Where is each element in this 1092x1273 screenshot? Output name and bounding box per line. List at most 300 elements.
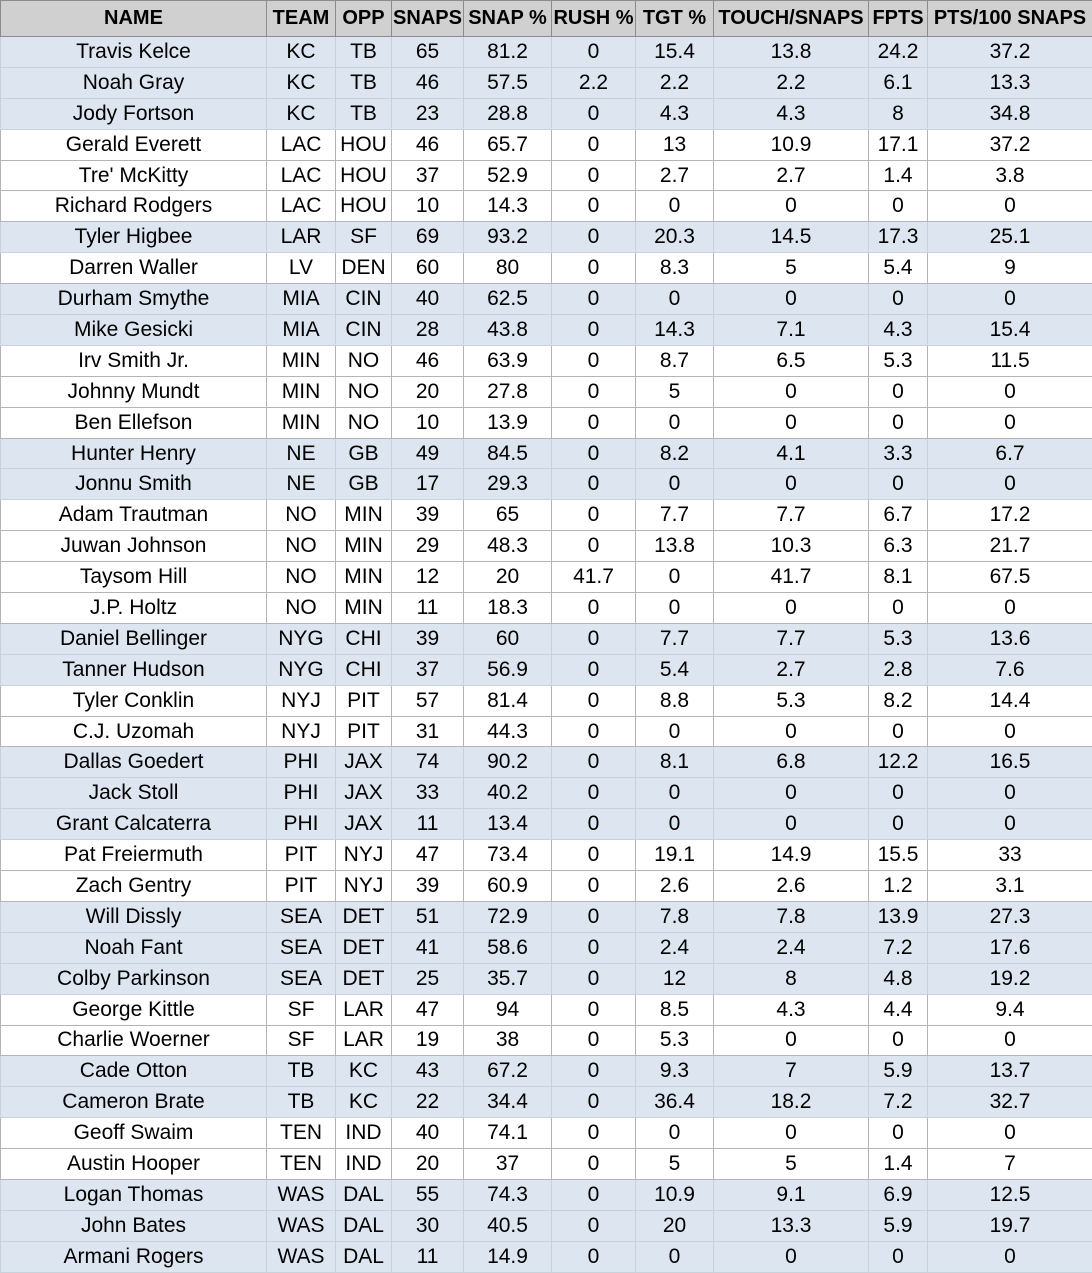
cell-opp[interactable]: SF — [336, 222, 392, 253]
cell-snap-pct[interactable]: 73.4 — [464, 840, 552, 871]
cell-opp[interactable]: DET — [336, 901, 392, 932]
cell-snaps[interactable]: 37 — [392, 160, 464, 191]
cell-pts-per-100[interactable]: 13.7 — [928, 1056, 1092, 1087]
cell-name[interactable]: Noah Fant — [1, 932, 267, 963]
cell-snap-pct[interactable]: 40.2 — [464, 778, 552, 809]
cell-fpts[interactable]: 0 — [869, 778, 928, 809]
cell-opp[interactable]: IND — [336, 1149, 392, 1180]
cell-fpts[interactable]: 17.1 — [869, 129, 928, 160]
cell-rush-pct[interactable]: 0 — [552, 840, 636, 871]
cell-opp[interactable]: CIN — [336, 284, 392, 315]
cell-team[interactable]: LAC — [267, 191, 336, 222]
cell-fpts[interactable]: 7.2 — [869, 1087, 928, 1118]
cell-name[interactable]: John Bates — [1, 1210, 267, 1241]
cell-rush-pct[interactable]: 0 — [552, 469, 636, 500]
cell-snap-pct[interactable]: 48.3 — [464, 531, 552, 562]
cell-pts-per-100[interactable]: 11.5 — [928, 345, 1092, 376]
cell-snap-pct[interactable]: 74.1 — [464, 1118, 552, 1149]
cell-snap-pct[interactable]: 37 — [464, 1149, 552, 1180]
cell-snaps[interactable]: 11 — [392, 593, 464, 624]
cell-touch-snaps[interactable]: 0 — [714, 1241, 869, 1272]
cell-pts-per-100[interactable]: 0 — [928, 407, 1092, 438]
cell-name[interactable]: Juwan Johnson — [1, 531, 267, 562]
cell-snaps[interactable]: 29 — [392, 531, 464, 562]
cell-name[interactable]: Richard Rodgers — [1, 191, 267, 222]
cell-snap-pct[interactable]: 60 — [464, 623, 552, 654]
cell-team[interactable]: KC — [267, 37, 336, 68]
cell-snaps[interactable]: 40 — [392, 284, 464, 315]
cell-tgt-pct[interactable]: 0 — [636, 191, 714, 222]
cell-pts-per-100[interactable]: 9.4 — [928, 994, 1092, 1025]
cell-snaps[interactable]: 49 — [392, 438, 464, 469]
cell-name[interactable]: Zach Gentry — [1, 871, 267, 902]
cell-tgt-pct[interactable]: 2.4 — [636, 932, 714, 963]
cell-snaps[interactable]: 47 — [392, 994, 464, 1025]
cell-name[interactable]: Gerald Everett — [1, 129, 267, 160]
cell-rush-pct[interactable]: 0 — [552, 1179, 636, 1210]
cell-touch-snaps[interactable]: 14.5 — [714, 222, 869, 253]
cell-touch-snaps[interactable]: 0 — [714, 284, 869, 315]
column-header-name[interactable]: NAME — [1, 1, 267, 37]
cell-opp[interactable]: NO — [336, 345, 392, 376]
cell-touch-snaps[interactable]: 0 — [714, 191, 869, 222]
cell-touch-snaps[interactable]: 7 — [714, 1056, 869, 1087]
cell-rush-pct[interactable]: 0 — [552, 901, 636, 932]
cell-pts-per-100[interactable]: 21.7 — [928, 531, 1092, 562]
cell-rush-pct[interactable]: 0 — [552, 315, 636, 346]
cell-name[interactable]: Tyler Higbee — [1, 222, 267, 253]
cell-snaps[interactable]: 39 — [392, 871, 464, 902]
cell-tgt-pct[interactable]: 36.4 — [636, 1087, 714, 1118]
cell-tgt-pct[interactable]: 12 — [636, 963, 714, 994]
cell-team[interactable]: LAC — [267, 129, 336, 160]
cell-fpts[interactable]: 1.2 — [869, 871, 928, 902]
cell-tgt-pct[interactable]: 2.2 — [636, 67, 714, 98]
cell-pts-per-100[interactable]: 0 — [928, 716, 1092, 747]
cell-opp[interactable]: DET — [336, 963, 392, 994]
cell-touch-snaps[interactable]: 7.7 — [714, 623, 869, 654]
cell-team[interactable]: NO — [267, 500, 336, 531]
cell-fpts[interactable]: 0 — [869, 593, 928, 624]
cell-fpts[interactable]: 12.2 — [869, 747, 928, 778]
cell-touch-snaps[interactable]: 0 — [714, 1025, 869, 1056]
cell-tgt-pct[interactable]: 5.4 — [636, 654, 714, 685]
cell-pts-per-100[interactable]: 0 — [928, 191, 1092, 222]
cell-name[interactable]: Cade Otton — [1, 1056, 267, 1087]
cell-pts-per-100[interactable]: 0 — [928, 593, 1092, 624]
cell-snap-pct[interactable]: 65.7 — [464, 129, 552, 160]
cell-fpts[interactable]: 4.4 — [869, 994, 928, 1025]
cell-rush-pct[interactable]: 0 — [552, 1118, 636, 1149]
cell-tgt-pct[interactable]: 7.7 — [636, 623, 714, 654]
cell-touch-snaps[interactable]: 7.1 — [714, 315, 869, 346]
cell-snaps[interactable]: 10 — [392, 191, 464, 222]
cell-tgt-pct[interactable]: 5 — [636, 376, 714, 407]
cell-fpts[interactable]: 8 — [869, 98, 928, 129]
cell-snaps[interactable]: 43 — [392, 1056, 464, 1087]
cell-pts-per-100[interactable]: 27.3 — [928, 901, 1092, 932]
cell-rush-pct[interactable]: 0 — [552, 160, 636, 191]
column-header-touch-snaps[interactable]: TOUCH/SNAPS — [714, 1, 869, 37]
cell-opp[interactable]: DAL — [336, 1179, 392, 1210]
cell-team[interactable]: NO — [267, 531, 336, 562]
cell-snaps[interactable]: 12 — [392, 562, 464, 593]
cell-snap-pct[interactable]: 81.4 — [464, 685, 552, 716]
cell-touch-snaps[interactable]: 0 — [714, 469, 869, 500]
cell-pts-per-100[interactable]: 13.6 — [928, 623, 1092, 654]
cell-team[interactable]: TEN — [267, 1118, 336, 1149]
cell-pts-per-100[interactable]: 0 — [928, 1241, 1092, 1272]
cell-fpts[interactable]: 17.3 — [869, 222, 928, 253]
cell-rush-pct[interactable]: 0 — [552, 1025, 636, 1056]
cell-touch-snaps[interactable]: 8 — [714, 963, 869, 994]
cell-pts-per-100[interactable]: 37.2 — [928, 129, 1092, 160]
cell-pts-per-100[interactable]: 17.2 — [928, 500, 1092, 531]
cell-tgt-pct[interactable]: 8.1 — [636, 747, 714, 778]
cell-touch-snaps[interactable]: 7.8 — [714, 901, 869, 932]
cell-touch-snaps[interactable]: 10.3 — [714, 531, 869, 562]
cell-snaps[interactable]: 17 — [392, 469, 464, 500]
cell-name[interactable]: Hunter Henry — [1, 438, 267, 469]
cell-opp[interactable]: DAL — [336, 1210, 392, 1241]
cell-opp[interactable]: PIT — [336, 685, 392, 716]
cell-name[interactable]: Jody Fortson — [1, 98, 267, 129]
cell-tgt-pct[interactable]: 20.3 — [636, 222, 714, 253]
cell-snap-pct[interactable]: 81.2 — [464, 37, 552, 68]
cell-tgt-pct[interactable]: 0 — [636, 778, 714, 809]
cell-fpts[interactable]: 0 — [869, 1118, 928, 1149]
cell-fpts[interactable]: 5.4 — [869, 253, 928, 284]
cell-opp[interactable]: NYJ — [336, 840, 392, 871]
cell-snaps[interactable]: 46 — [392, 67, 464, 98]
cell-fpts[interactable]: 0 — [869, 284, 928, 315]
cell-tgt-pct[interactable]: 2.7 — [636, 160, 714, 191]
cell-team[interactable]: KC — [267, 67, 336, 98]
cell-team[interactable]: TB — [267, 1056, 336, 1087]
cell-pts-per-100[interactable]: 0 — [928, 1118, 1092, 1149]
cell-snap-pct[interactable]: 63.9 — [464, 345, 552, 376]
cell-opp[interactable]: CIN — [336, 315, 392, 346]
cell-pts-per-100[interactable]: 25.1 — [928, 222, 1092, 253]
column-header-snap-pct[interactable]: SNAP % — [464, 1, 552, 37]
cell-name[interactable]: Ben Ellefson — [1, 407, 267, 438]
cell-team[interactable]: PIT — [267, 840, 336, 871]
cell-team[interactable]: PIT — [267, 871, 336, 902]
cell-opp[interactable]: MIN — [336, 500, 392, 531]
column-header-team[interactable]: TEAM — [267, 1, 336, 37]
cell-rush-pct[interactable]: 0 — [552, 1241, 636, 1272]
cell-tgt-pct[interactable]: 20 — [636, 1210, 714, 1241]
cell-tgt-pct[interactable]: 0 — [636, 284, 714, 315]
cell-name[interactable]: Tanner Hudson — [1, 654, 267, 685]
cell-fpts[interactable]: 6.3 — [869, 531, 928, 562]
cell-name[interactable]: Jack Stoll — [1, 778, 267, 809]
cell-snaps[interactable]: 19 — [392, 1025, 464, 1056]
cell-snap-pct[interactable]: 35.7 — [464, 963, 552, 994]
cell-snap-pct[interactable]: 13.9 — [464, 407, 552, 438]
cell-pts-per-100[interactable]: 15.4 — [928, 315, 1092, 346]
cell-name[interactable]: Johnny Mundt — [1, 376, 267, 407]
cell-snap-pct[interactable]: 80 — [464, 253, 552, 284]
cell-touch-snaps[interactable]: 6.5 — [714, 345, 869, 376]
cell-opp[interactable]: PIT — [336, 716, 392, 747]
cell-snaps[interactable]: 39 — [392, 500, 464, 531]
cell-team[interactable]: LV — [267, 253, 336, 284]
cell-name[interactable]: Durham Smythe — [1, 284, 267, 315]
cell-snaps[interactable]: 60 — [392, 253, 464, 284]
cell-opp[interactable]: DAL — [336, 1241, 392, 1272]
cell-snap-pct[interactable]: 60.9 — [464, 871, 552, 902]
cell-team[interactable]: SEA — [267, 963, 336, 994]
cell-snap-pct[interactable]: 94 — [464, 994, 552, 1025]
cell-pts-per-100[interactable]: 7 — [928, 1149, 1092, 1180]
cell-rush-pct[interactable]: 0 — [552, 1210, 636, 1241]
cell-rush-pct[interactable]: 0 — [552, 191, 636, 222]
cell-rush-pct[interactable]: 0 — [552, 98, 636, 129]
cell-snap-pct[interactable]: 38 — [464, 1025, 552, 1056]
cell-tgt-pct[interactable]: 8.3 — [636, 253, 714, 284]
cell-touch-snaps[interactable]: 5 — [714, 1149, 869, 1180]
cell-name[interactable]: Armani Rogers — [1, 1241, 267, 1272]
cell-snap-pct[interactable]: 43.8 — [464, 315, 552, 346]
cell-rush-pct[interactable]: 0 — [552, 345, 636, 376]
cell-snaps[interactable]: 41 — [392, 932, 464, 963]
cell-team[interactable]: NYG — [267, 654, 336, 685]
cell-fpts[interactable]: 7.2 — [869, 932, 928, 963]
cell-snaps[interactable]: 40 — [392, 1118, 464, 1149]
cell-tgt-pct[interactable]: 13.8 — [636, 531, 714, 562]
cell-rush-pct[interactable]: 0 — [552, 284, 636, 315]
cell-team[interactable]: MIN — [267, 376, 336, 407]
cell-fpts[interactable]: 6.9 — [869, 1179, 928, 1210]
cell-touch-snaps[interactable]: 0 — [714, 376, 869, 407]
cell-team[interactable]: PHI — [267, 809, 336, 840]
cell-snaps[interactable]: 47 — [392, 840, 464, 871]
cell-fpts[interactable]: 0 — [869, 191, 928, 222]
cell-team[interactable]: NO — [267, 593, 336, 624]
cell-opp[interactable]: MIN — [336, 562, 392, 593]
cell-snaps[interactable]: 23 — [392, 98, 464, 129]
cell-pts-per-100[interactable]: 12.5 — [928, 1179, 1092, 1210]
cell-team[interactable]: PHI — [267, 747, 336, 778]
cell-tgt-pct[interactable]: 5.3 — [636, 1025, 714, 1056]
cell-tgt-pct[interactable]: 8.8 — [636, 685, 714, 716]
cell-fpts[interactable]: 5.9 — [869, 1210, 928, 1241]
cell-snap-pct[interactable]: 20 — [464, 562, 552, 593]
cell-pts-per-100[interactable]: 19.7 — [928, 1210, 1092, 1241]
cell-snaps[interactable]: 51 — [392, 901, 464, 932]
cell-touch-snaps[interactable]: 10.9 — [714, 129, 869, 160]
cell-opp[interactable]: NO — [336, 407, 392, 438]
cell-opp[interactable]: IND — [336, 1118, 392, 1149]
cell-touch-snaps[interactable]: 5.3 — [714, 685, 869, 716]
cell-snap-pct[interactable]: 93.2 — [464, 222, 552, 253]
cell-name[interactable]: Irv Smith Jr. — [1, 345, 267, 376]
cell-fpts[interactable]: 0 — [869, 469, 928, 500]
cell-snap-pct[interactable]: 56.9 — [464, 654, 552, 685]
column-header-pts-per-100[interactable]: PTS/100 SNAPS — [928, 1, 1092, 37]
cell-snap-pct[interactable]: 72.9 — [464, 901, 552, 932]
cell-touch-snaps[interactable]: 4.3 — [714, 994, 869, 1025]
cell-name[interactable]: Adam Trautman — [1, 500, 267, 531]
cell-rush-pct[interactable]: 0 — [552, 809, 636, 840]
cell-team[interactable]: WAS — [267, 1210, 336, 1241]
cell-rush-pct[interactable]: 0 — [552, 778, 636, 809]
cell-team[interactable]: WAS — [267, 1241, 336, 1272]
cell-pts-per-100[interactable]: 3.8 — [928, 160, 1092, 191]
cell-team[interactable]: NE — [267, 438, 336, 469]
cell-fpts[interactable]: 13.9 — [869, 901, 928, 932]
column-header-rush-pct[interactable]: RUSH % — [552, 1, 636, 37]
cell-opp[interactable]: JAX — [336, 809, 392, 840]
cell-rush-pct[interactable]: 0 — [552, 747, 636, 778]
cell-name[interactable]: George Kittle — [1, 994, 267, 1025]
cell-team[interactable]: NYJ — [267, 685, 336, 716]
cell-snap-pct[interactable]: 14.3 — [464, 191, 552, 222]
cell-tgt-pct[interactable]: 0 — [636, 562, 714, 593]
cell-snaps[interactable]: 55 — [392, 1179, 464, 1210]
cell-rush-pct[interactable]: 0 — [552, 1087, 636, 1118]
cell-pts-per-100[interactable]: 0 — [928, 284, 1092, 315]
cell-rush-pct[interactable]: 0 — [552, 994, 636, 1025]
cell-name[interactable]: Mike Gesicki — [1, 315, 267, 346]
cell-touch-snaps[interactable]: 13.8 — [714, 37, 869, 68]
cell-snaps[interactable]: 10 — [392, 407, 464, 438]
cell-opp[interactable]: HOU — [336, 191, 392, 222]
cell-name[interactable]: Tre' McKitty — [1, 160, 267, 191]
cell-team[interactable]: MIN — [267, 345, 336, 376]
cell-snap-pct[interactable]: 29.3 — [464, 469, 552, 500]
cell-rush-pct[interactable]: 0 — [552, 37, 636, 68]
cell-rush-pct[interactable]: 0 — [552, 716, 636, 747]
cell-name[interactable]: Daniel Bellinger — [1, 623, 267, 654]
cell-pts-per-100[interactable]: 0 — [928, 778, 1092, 809]
cell-name[interactable]: J.P. Holtz — [1, 593, 267, 624]
cell-pts-per-100[interactable]: 3.1 — [928, 871, 1092, 902]
cell-name[interactable]: Taysom Hill — [1, 562, 267, 593]
cell-tgt-pct[interactable]: 5 — [636, 1149, 714, 1180]
cell-snaps[interactable]: 11 — [392, 1241, 464, 1272]
cell-pts-per-100[interactable]: 17.6 — [928, 932, 1092, 963]
cell-opp[interactable]: JAX — [336, 778, 392, 809]
cell-fpts[interactable]: 24.2 — [869, 37, 928, 68]
cell-snap-pct[interactable]: 74.3 — [464, 1179, 552, 1210]
cell-fpts[interactable]: 5.3 — [869, 345, 928, 376]
cell-rush-pct[interactable]: 0 — [552, 1149, 636, 1180]
cell-tgt-pct[interactable]: 15.4 — [636, 37, 714, 68]
cell-snap-pct[interactable]: 62.5 — [464, 284, 552, 315]
cell-snap-pct[interactable]: 44.3 — [464, 716, 552, 747]
cell-fpts[interactable]: 2.8 — [869, 654, 928, 685]
cell-snaps[interactable]: 30 — [392, 1210, 464, 1241]
cell-snaps[interactable]: 25 — [392, 963, 464, 994]
cell-opp[interactable]: NO — [336, 376, 392, 407]
cell-team[interactable]: NYJ — [267, 716, 336, 747]
cell-name[interactable]: Dallas Goedert — [1, 747, 267, 778]
cell-snaps[interactable]: 31 — [392, 716, 464, 747]
cell-tgt-pct[interactable]: 14.3 — [636, 315, 714, 346]
column-header-snaps[interactable]: SNAPS — [392, 1, 464, 37]
cell-team[interactable]: NYG — [267, 623, 336, 654]
cell-team[interactable]: WAS — [267, 1179, 336, 1210]
cell-rush-pct[interactable]: 0 — [552, 932, 636, 963]
cell-touch-snaps[interactable]: 13.3 — [714, 1210, 869, 1241]
cell-snaps[interactable]: 28 — [392, 315, 464, 346]
cell-team[interactable]: MIN — [267, 407, 336, 438]
cell-name[interactable]: Charlie Woerner — [1, 1025, 267, 1056]
cell-tgt-pct[interactable]: 7.7 — [636, 500, 714, 531]
cell-tgt-pct[interactable]: 0 — [636, 1118, 714, 1149]
cell-pts-per-100[interactable]: 0 — [928, 376, 1092, 407]
cell-team[interactable]: SEA — [267, 932, 336, 963]
cell-snaps[interactable]: 20 — [392, 376, 464, 407]
cell-pts-per-100[interactable]: 32.7 — [928, 1087, 1092, 1118]
cell-pts-per-100[interactable]: 67.5 — [928, 562, 1092, 593]
cell-touch-snaps[interactable]: 7.7 — [714, 500, 869, 531]
cell-touch-snaps[interactable]: 18.2 — [714, 1087, 869, 1118]
cell-opp[interactable]: HOU — [336, 129, 392, 160]
cell-opp[interactable]: TB — [336, 98, 392, 129]
cell-name[interactable]: Will Dissly — [1, 901, 267, 932]
cell-pts-per-100[interactable]: 7.6 — [928, 654, 1092, 685]
cell-rush-pct[interactable]: 0 — [552, 222, 636, 253]
cell-fpts[interactable]: 15.5 — [869, 840, 928, 871]
cell-snaps[interactable]: 57 — [392, 685, 464, 716]
cell-snap-pct[interactable]: 57.5 — [464, 67, 552, 98]
cell-snap-pct[interactable]: 14.9 — [464, 1241, 552, 1272]
cell-team[interactable]: NO — [267, 562, 336, 593]
cell-name[interactable]: Grant Calcaterra — [1, 809, 267, 840]
cell-fpts[interactable]: 8.1 — [869, 562, 928, 593]
column-header-tgt-pct[interactable]: TGT % — [636, 1, 714, 37]
cell-snap-pct[interactable]: 84.5 — [464, 438, 552, 469]
cell-snap-pct[interactable]: 34.4 — [464, 1087, 552, 1118]
cell-tgt-pct[interactable]: 4.3 — [636, 98, 714, 129]
cell-snaps[interactable]: 22 — [392, 1087, 464, 1118]
cell-rush-pct[interactable]: 0 — [552, 407, 636, 438]
cell-team[interactable]: MIA — [267, 284, 336, 315]
cell-team[interactable]: LAC — [267, 160, 336, 191]
cell-touch-snaps[interactable]: 6.8 — [714, 747, 869, 778]
cell-touch-snaps[interactable]: 14.9 — [714, 840, 869, 871]
cell-tgt-pct[interactable]: 8.2 — [636, 438, 714, 469]
cell-team[interactable]: SF — [267, 1025, 336, 1056]
cell-snap-pct[interactable]: 67.2 — [464, 1056, 552, 1087]
cell-tgt-pct[interactable]: 7.8 — [636, 901, 714, 932]
cell-fpts[interactable]: 0 — [869, 407, 928, 438]
cell-opp[interactable]: GB — [336, 438, 392, 469]
cell-touch-snaps[interactable]: 2.2 — [714, 67, 869, 98]
cell-tgt-pct[interactable]: 19.1 — [636, 840, 714, 871]
cell-snaps[interactable]: 11 — [392, 809, 464, 840]
cell-rush-pct[interactable]: 0 — [552, 253, 636, 284]
cell-team[interactable]: MIA — [267, 315, 336, 346]
cell-tgt-pct[interactable]: 13 — [636, 129, 714, 160]
cell-team[interactable]: KC — [267, 98, 336, 129]
cell-snaps[interactable]: 46 — [392, 129, 464, 160]
cell-snap-pct[interactable]: 65 — [464, 500, 552, 531]
cell-fpts[interactable]: 0 — [869, 376, 928, 407]
cell-rush-pct[interactable]: 0 — [552, 376, 636, 407]
cell-name[interactable]: Travis Kelce — [1, 37, 267, 68]
cell-touch-snaps[interactable]: 2.6 — [714, 871, 869, 902]
cell-team[interactable]: PHI — [267, 778, 336, 809]
cell-pts-per-100[interactable]: 6.7 — [928, 438, 1092, 469]
cell-rush-pct[interactable]: 0 — [552, 654, 636, 685]
cell-fpts[interactable]: 1.4 — [869, 1149, 928, 1180]
cell-rush-pct[interactable]: 41.7 — [552, 562, 636, 593]
cell-opp[interactable]: DET — [336, 932, 392, 963]
